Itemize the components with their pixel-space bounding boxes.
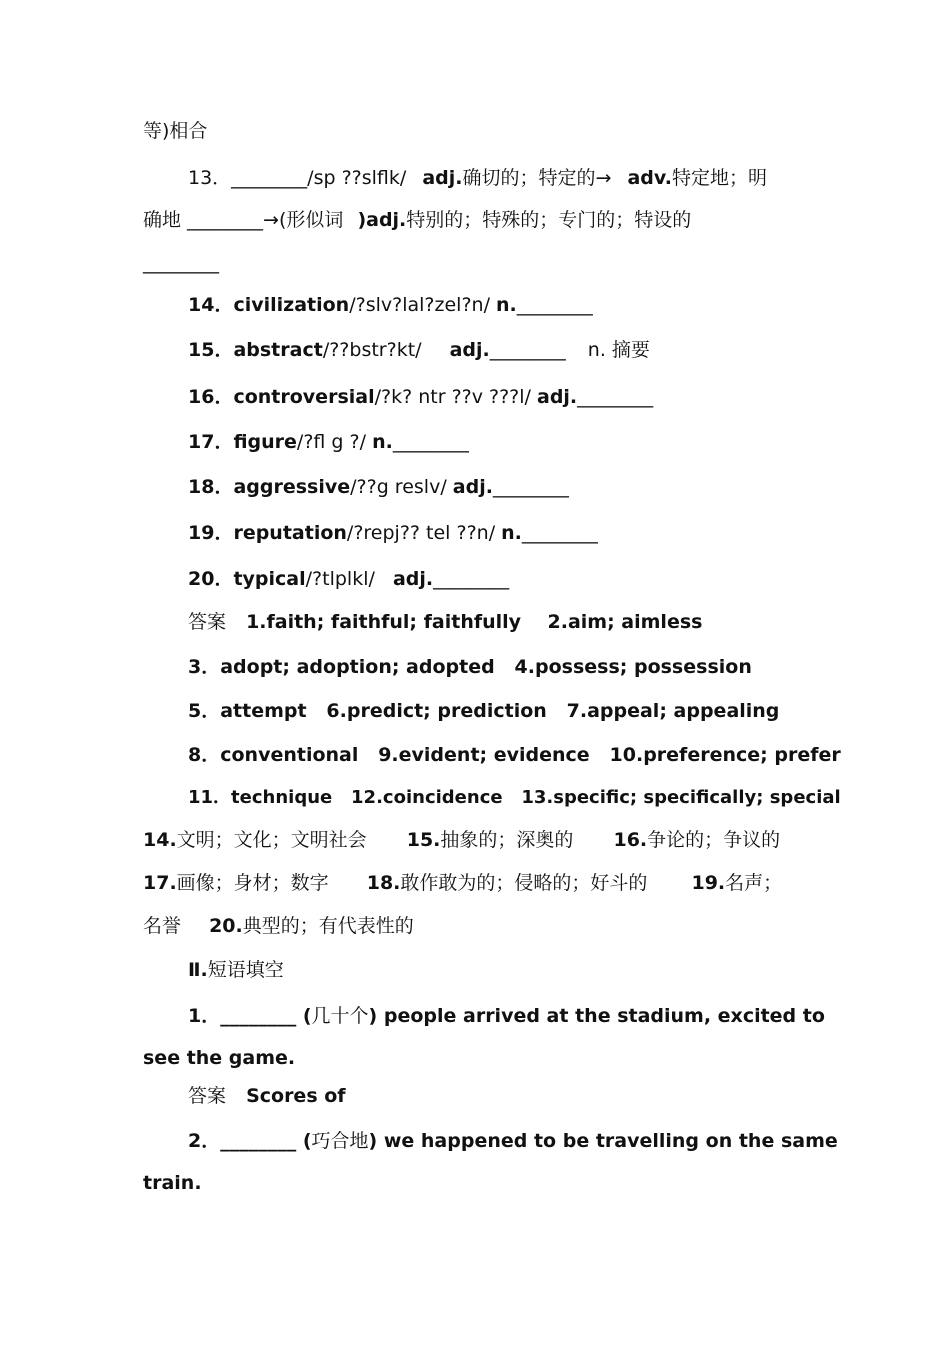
pronunciation: /?slv?lal?zel?n/ [349, 294, 490, 316]
pos-label: n. [496, 294, 517, 316]
answer-line: 3．adopt; adoption; adopted 4.possess; possession [188, 656, 752, 678]
word: abstract [233, 339, 323, 361]
answer-text: 抽象的；深奥的 [440, 829, 574, 851]
word: aggressive [233, 476, 351, 498]
meaning: 特定地；明 [671, 167, 767, 189]
blank: ________ [521, 522, 598, 544]
item-number: 20． [188, 568, 234, 590]
item-number: 15． [188, 339, 234, 361]
answer-text: 1.faith; faithful; faithfully 2.aim; aimless [246, 611, 703, 633]
answer-text: 名声； [725, 872, 783, 894]
section-heading [188, 958, 284, 982]
blank-arrow: 确地 ________→( [143, 209, 287, 231]
item-number: 14． [188, 294, 234, 316]
item-number: 19． [188, 522, 234, 544]
question-2 [188, 1129, 838, 1153]
item-number: 18． [188, 476, 234, 498]
answer-line: 11．technique 12.coincidence 13.specific; specifically; special [188, 787, 841, 808]
pronunciation: /?fl g ?/ [296, 431, 367, 453]
vocab-item [188, 567, 509, 591]
answer-label: 答案 [188, 1085, 227, 1107]
answer-num: 14. [143, 829, 177, 851]
answer-line [143, 914, 414, 938]
answer-text: 敢作敢为的；侵略的；好斗的 [400, 872, 648, 894]
pos-label: adv. [627, 167, 672, 189]
blank-line: ________ [143, 252, 219, 274]
vocab-item [188, 385, 653, 409]
pos-label: n. [372, 431, 393, 453]
extra-meaning: n. 摘要 [587, 339, 650, 361]
pronunciation: /?k? ntr ??v ???l/ [374, 386, 531, 408]
word: controversial [233, 386, 375, 408]
pronunciation: /??bstr?kt/ [322, 339, 422, 361]
meaning: 特别的；特殊的；专门的；特设的 [406, 209, 692, 231]
answer-text: 文明；文化；文明社会 [176, 829, 367, 851]
blank: ________ [577, 386, 654, 408]
pronunciation: /?repj?? tel ??n/ [346, 522, 496, 544]
answer-text: 画像；身材；数字 [176, 872, 329, 894]
vocab-item-13 [188, 166, 767, 190]
question-blank: 2．________ ( [188, 1130, 312, 1152]
vocab-item [188, 293, 593, 317]
word: typical [233, 568, 306, 590]
section-title: 短语填空 [207, 959, 284, 981]
word: civilization [233, 294, 350, 316]
answer-line [143, 828, 780, 852]
answer-num: 17. [143, 872, 177, 894]
answer-text: 名誉 [143, 915, 182, 937]
blank: ________ [392, 431, 469, 453]
question-hint: 几十个 [311, 1005, 369, 1027]
vocab-item [188, 338, 650, 362]
blank: ________ [489, 339, 566, 361]
answer-line [143, 871, 782, 895]
question-2-cont: train. [143, 1172, 202, 1194]
word: reputation [233, 522, 347, 544]
pos-label: adj. [449, 339, 490, 361]
answer-num: 15. [406, 829, 441, 851]
answer-num: 19. [691, 872, 726, 894]
question-hint: 巧合地 [311, 1130, 369, 1152]
answer-line: 8．conventional 9.evident; evidence 10.preference; prefer [188, 744, 841, 766]
section-number: Ⅱ. [188, 959, 208, 981]
vocab-item-13-cont [143, 208, 691, 232]
question-text: ) people arrived at the stadium, excited to [368, 1005, 825, 1027]
question-text: ) we happened to be travelling on the same [368, 1130, 838, 1152]
answer-text: Scores of [246, 1085, 346, 1107]
vocab-item-13-head: 13．________/sp ??slflk/ [188, 167, 407, 189]
answer-text: 争论的；争议的 [647, 829, 781, 851]
pos-label: )adj. [357, 209, 407, 231]
vocab-item [188, 521, 598, 545]
answer-label: 答案 [188, 611, 227, 633]
pos-label: adj. [422, 167, 463, 189]
answer-text: 典型的；有代表性的 [242, 915, 414, 937]
word: figure [233, 431, 297, 453]
answer-line: 5．attempt 6.predict; prediction 7.appeal; appealing [188, 700, 780, 722]
question-1 [188, 1004, 825, 1028]
pos-label: adj. [452, 476, 493, 498]
answer-line [188, 610, 702, 634]
answer-num: 16. [613, 829, 648, 851]
blank: ________ [433, 568, 510, 590]
answer-num: 20. [209, 915, 243, 937]
continued-line: 等)相合 [143, 120, 208, 142]
question-1-cont: see the game. [143, 1047, 296, 1069]
answer-num: 18. [366, 872, 401, 894]
item-number: 17． [188, 431, 234, 453]
question-blank: 1．________ ( [188, 1005, 312, 1027]
pos-label: n. [501, 522, 522, 544]
vocab-item [188, 430, 469, 454]
meaning: 确切的；特定的→ [462, 167, 612, 189]
pronunciation: /?tlplkl/ [305, 568, 375, 590]
pos-label: adj. [537, 386, 578, 408]
item-number: 16． [188, 386, 234, 408]
pos-label: adj. [392, 568, 434, 590]
blank: ________ [516, 294, 593, 316]
hint: 形似词 [286, 209, 344, 231]
vocab-item [188, 475, 569, 499]
blank: ________ [492, 476, 569, 498]
pronunciation: /??g reslv/ [350, 476, 447, 498]
answer-line [188, 1084, 346, 1108]
